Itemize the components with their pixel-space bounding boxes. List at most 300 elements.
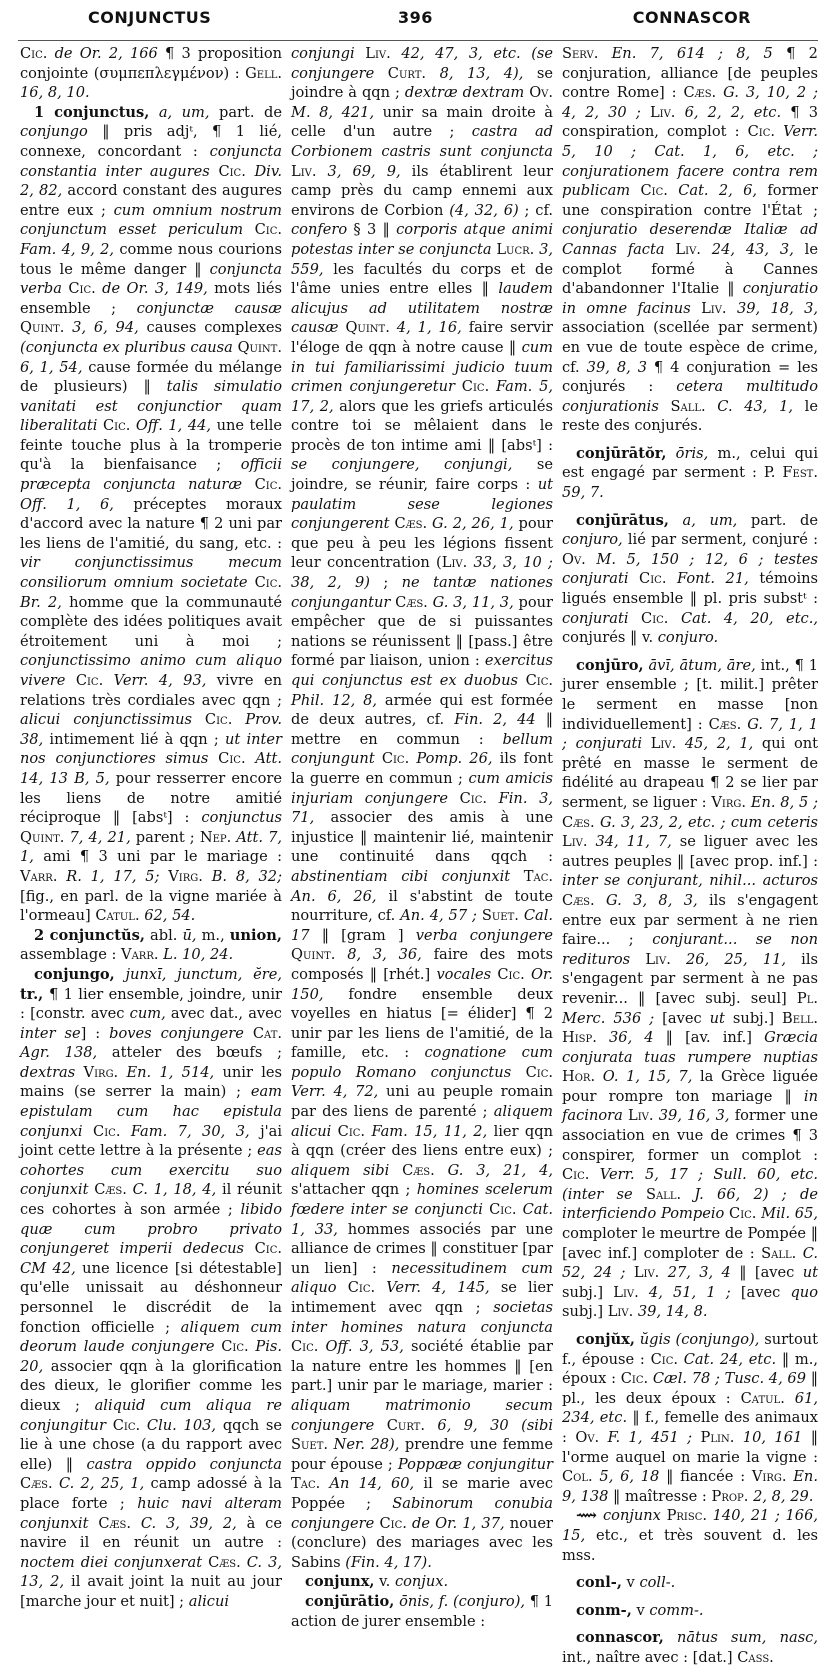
gloss-text xyxy=(630,951,645,968)
source-reference: Liv. xyxy=(649,103,685,121)
source-reference: Cic. xyxy=(620,1370,653,1388)
latin-citation: ŭgis (conjungo), xyxy=(634,1331,760,1348)
latin-citation: comm-. xyxy=(649,1601,704,1619)
latin-citation: C. 3, 39, 2, xyxy=(140,1514,237,1532)
gloss-text xyxy=(567,735,576,752)
latin-citation: aliquem alicui xyxy=(291,1103,553,1140)
latin-citation: Poppææ conjungitur xyxy=(397,1455,553,1473)
gloss-text xyxy=(691,300,701,317)
dictionary-entry xyxy=(20,44,282,103)
gloss-text: ils s'engagent par serment à ne pas revenir... ‖ [avec subj. seul] xyxy=(562,950,819,1007)
latin-citation: 16, 8, 10. xyxy=(20,84,90,102)
source-reference: Cic. xyxy=(337,1122,372,1140)
dictionary-entry xyxy=(562,1330,818,1506)
dictionary-entry xyxy=(562,511,818,648)
latin-citation: 34, 11, 7, xyxy=(595,833,672,851)
latin-citation: aliquid cum aliqua re conjungitur xyxy=(20,1396,282,1434)
source-reference: Liv. xyxy=(441,554,474,572)
latin-citation: eam epistulam cum hac epistula conjunxi xyxy=(20,1083,282,1140)
latin-citation: An. 4, 57 ; xyxy=(400,907,477,925)
latin-citation: testes conjurati xyxy=(562,550,818,588)
source-reference: Suet. xyxy=(481,907,524,925)
latin-citation: conjunctus xyxy=(201,809,282,827)
gloss-text xyxy=(625,1264,633,1281)
gloss-text: [avec xyxy=(730,1283,791,1301)
latin-citation: Att. 7, 1, xyxy=(20,828,283,866)
latin-citation: ū, xyxy=(182,926,197,944)
latin-citation: C. 3, 13, 2, xyxy=(20,1553,282,1591)
latin-citation: G. 7, 1, 1 ; xyxy=(562,715,819,753)
latin-citation: Verr. 4, 72, xyxy=(291,1083,379,1101)
latin-citation: 62, 54. xyxy=(144,907,196,925)
latin-citation: 8, 3, 36, xyxy=(347,946,422,964)
source-reference: Virg. xyxy=(168,867,212,885)
gloss-text: ‖ l'orme auquel on marie la vigne : xyxy=(562,1428,819,1466)
gloss-text: comploter le meurtre de Pompée ‖ [avec inf.] comploter de : xyxy=(562,1225,818,1262)
gloss-text: pour que peu à peu les légions fissent leur concentration ( xyxy=(291,515,553,572)
source-reference: Cic. xyxy=(254,221,282,239)
latin-citation: conjux. xyxy=(394,1573,449,1591)
latin-citation: Div. 2, 82, xyxy=(20,162,283,200)
gloss-text: vivre en relations très cordiales avec qqn ; xyxy=(20,672,282,709)
gloss-text xyxy=(521,45,532,62)
source-reference: Sall. xyxy=(761,1244,803,1262)
gloss-text xyxy=(629,610,642,627)
latin-citation: Cæl. 78 ; Tusc. 4, 69 xyxy=(652,1370,806,1388)
gloss-text: ‖ m., époux : xyxy=(562,1350,818,1388)
gloss-text: ‖ [avec xyxy=(730,1264,803,1282)
latin-citation: Phil. 12, 8, xyxy=(291,691,378,709)
latin-citation: J. 66, 2) ; xyxy=(694,1185,787,1203)
source-reference: Liv. xyxy=(633,1264,668,1282)
gloss-text xyxy=(633,1186,646,1203)
latin-citation: G. 3, 23, 2, etc. ; xyxy=(599,813,726,831)
source-reference: Cæs. xyxy=(402,1161,448,1179)
gloss-text: ; cf. xyxy=(518,201,553,219)
latin-citation: Græcia conjurata tuas rumpere nuptias xyxy=(562,1029,818,1066)
latin-citation: conjungi xyxy=(291,45,355,62)
latin-citation: Verr. 5, 17 ; Sull. 60, etc. xyxy=(599,1166,818,1184)
gloss-text: association (scellée par serment) en vue de toute espèce de crime, cf. xyxy=(562,319,818,376)
latin-citation: homines scelerum fœdere inter se conjuncti xyxy=(291,1181,554,1219)
latin-citation: Pomp. 26, xyxy=(416,750,493,768)
source-reference: Cic. xyxy=(93,1122,131,1140)
gloss-text xyxy=(83,1123,93,1140)
source-reference: Liv. xyxy=(650,735,685,753)
latin-citation: Sabinorum conubia conjungere xyxy=(291,1494,553,1532)
latin-citation: se conjungere, conjungi, xyxy=(291,456,513,474)
latin-citation: Cat. 24, etc. xyxy=(683,1350,777,1368)
latin-citation: 8, 13, 4), xyxy=(439,64,524,82)
gloss-text: les facultés du corps et de l'âme unies entre elles ‖ xyxy=(291,260,553,298)
gloss-text: former une conspiration contre l'État ; xyxy=(562,182,818,219)
dictionary-entry xyxy=(562,1506,818,1565)
latin-citation: 10, 161 xyxy=(742,1428,803,1446)
source-reference: Cic. xyxy=(650,1350,684,1368)
latin-citation: a, um, xyxy=(149,103,210,121)
gloss-text: ¶ 3 proposition conjointe (συμπεπλεγμένον) : xyxy=(20,45,283,82)
latin-citation: 6, 9, 30 xyxy=(437,1416,509,1434)
gloss-text xyxy=(642,735,651,752)
gloss-text: unir les mains (se serrer la main) ; xyxy=(20,1063,283,1101)
dictionary-entry xyxy=(291,1572,553,1592)
latin-citation: cum ceteris xyxy=(730,813,818,831)
latin-citation: conjuratio deserendæ Italiæ ad Cannas facta xyxy=(562,221,818,258)
source-reference: Varr. xyxy=(20,867,67,885)
latin-citation: 6, 2, 2, etc. xyxy=(684,103,782,121)
latin-citation: R. 1, 17, 5; xyxy=(66,867,160,885)
source-reference: Cic. xyxy=(729,1205,762,1223)
latin-citation: (4, 32, 6) xyxy=(449,201,519,219)
latin-citation: quo xyxy=(790,1283,818,1301)
gloss-text: se joindre à qqn ; xyxy=(291,64,553,102)
gloss-text: le reste des conjurés. xyxy=(562,397,818,435)
dictionary-entry xyxy=(562,444,818,503)
entry-headword: conjūrātio, xyxy=(305,1592,395,1610)
header-rule xyxy=(18,40,818,41)
source-reference: Virg. xyxy=(711,793,751,811)
gloss-text: prendre une femme pour épouse ; xyxy=(291,1436,553,1473)
latin-citation: An 14, 60, xyxy=(329,1475,415,1493)
dictionary-entry xyxy=(562,44,818,436)
source-reference: Cic. xyxy=(218,750,256,768)
column-1 xyxy=(20,44,283,1610)
gloss-text: accord constant des augures entre eux ; xyxy=(20,182,282,219)
latin-citation: M. 5, 150 ; 12, 6 ; xyxy=(596,550,764,568)
gloss-text: camp adossé à la place forte ; xyxy=(20,1475,282,1512)
gloss-text: abl. xyxy=(144,926,183,944)
latin-citation: 3, 6, 94, xyxy=(72,319,139,337)
latin-citation: Off. 1, 6, xyxy=(20,495,114,513)
latin-citation: 140, 21 ; 166, 15, xyxy=(562,1507,818,1544)
gloss-text: atteler des bœufs ; xyxy=(97,1044,282,1062)
gloss-text: ‖ [gram ] xyxy=(309,926,416,944)
gloss-text: ‖ maîtresse : xyxy=(608,1487,712,1505)
latin-citation: conjurant... se non redituros xyxy=(562,931,818,968)
gloss-text: ils établirent leur camp près du camp ennemi aux environs de Corbion xyxy=(291,162,553,219)
latin-citation: ut xyxy=(709,1009,725,1027)
latin-citation: confero xyxy=(291,221,348,239)
latin-citation: cognatione cum populo Romano conjunctus xyxy=(291,1044,553,1081)
latin-citation: conjuncta verba xyxy=(20,260,282,298)
latin-citation: G. 2, 26, 1, xyxy=(432,515,514,533)
gloss-text xyxy=(455,378,462,395)
gloss-text: le complot formé à Cannes d'abandonner l'Italie ‖ xyxy=(562,240,818,298)
gloss-text: qui ont prêté en masse le serment de fidélité au drapeau ¶ 2 se lier par serment, se liguer : xyxy=(562,735,818,811)
gloss-text: alors que les griefs articulés contre toi se mêlaient dans le procès de ton intime ami ‖ [absᵗ] : xyxy=(291,397,553,454)
source-reference: Col. xyxy=(562,1468,600,1486)
source-reference: Quint. xyxy=(237,338,282,356)
gloss-text: ‖ f., femelle des animaux : xyxy=(562,1409,818,1446)
source-reference: Suet. xyxy=(291,1436,334,1454)
source-reference: Nep. xyxy=(199,828,237,846)
gloss-text xyxy=(244,1025,253,1042)
latin-citation: conjunx xyxy=(603,1507,661,1525)
source-reference: Sall. xyxy=(645,1185,695,1203)
gloss-text xyxy=(208,750,218,767)
source-reference: Tac. xyxy=(523,867,553,885)
latin-citation: Att. 14, 13 B, 5, xyxy=(20,750,283,787)
source-reference: Cic. xyxy=(75,672,114,689)
gloss-text xyxy=(65,672,75,689)
latin-citation: (inter se xyxy=(562,1185,633,1203)
gloss-text xyxy=(659,398,671,415)
latin-citation: eas cohortes cum exercitu suo conjunxit xyxy=(20,1142,282,1199)
dictionary-entry xyxy=(20,965,282,1612)
latin-citation: ut xyxy=(802,1264,818,1282)
latin-citation: conjuratio in omne facinus xyxy=(562,280,818,317)
gloss-text: témoins ligués ensemble ‖ pl. pris substᵗ : xyxy=(562,570,819,608)
latin-citation: vir conjunctissimus mecum consiliorum omnium societate xyxy=(20,554,282,592)
source-reference: Cæs. xyxy=(562,891,607,909)
source-reference: Liv. xyxy=(291,162,328,180)
latin-citation: G. 3, 8, 3, xyxy=(606,891,698,909)
source-reference: Ov. xyxy=(529,84,554,102)
source-reference: Cic. xyxy=(640,182,679,200)
source-reference: Cic. xyxy=(218,162,255,180)
source-reference: Cic. xyxy=(525,1063,553,1081)
latin-citation: C. 43, 1, xyxy=(717,397,794,415)
gloss-text: m., celui qui est engagé par serment : xyxy=(562,444,818,482)
latin-citation: Cat. 2, 6, xyxy=(678,182,758,200)
latin-citation: conjunctissimo animo cum aliquo vivere xyxy=(20,652,282,689)
latin-citation: alicui xyxy=(188,1592,230,1610)
latin-citation: conjuro, xyxy=(562,531,623,549)
gloss-text: ] : xyxy=(80,1024,110,1042)
latin-citation: officii præcepta conjuncta naturæ xyxy=(20,456,282,494)
latin-citation: M. 8, 421, xyxy=(291,103,375,121)
latin-citation: libido quæ cum probro privato conjungeret imperii dedecus xyxy=(20,1201,282,1258)
source-reference: P. Fest. xyxy=(763,464,818,482)
gloss-text: surtout f., épouse : xyxy=(562,1331,818,1368)
entry-headword: tr., xyxy=(20,985,50,1003)
latin-citation: 39, 14, 8. xyxy=(637,1303,708,1321)
gloss-text: s'attacher qqn ; xyxy=(291,1181,417,1199)
gloss-text: avec dat., avec xyxy=(165,1005,282,1023)
gloss-text: une telle feinte touche plus à la tromperie qu'à la bienfaisance ; xyxy=(20,417,283,474)
arrow-icon: ⟿ xyxy=(576,1507,603,1525)
gloss-text: conjurés ‖ v. xyxy=(562,629,658,647)
gloss-text: v. xyxy=(374,1573,395,1591)
gloss-text: § 3 ‖ xyxy=(347,221,397,239)
latin-citation: En. 1, 514, xyxy=(126,1063,215,1081)
gloss-text: ami ¶ 3 uni par le mariage : xyxy=(33,848,282,866)
latin-citation: F. 1, 451 ; xyxy=(607,1428,693,1446)
source-reference: Cic. xyxy=(641,609,681,627)
gloss-text: faire servir l'éloge de qqn à notre cause ‖ xyxy=(291,319,554,356)
latin-citation: 61, 234, etc. xyxy=(562,1389,819,1427)
entry-headword: conjunx, xyxy=(305,1573,375,1591)
gloss-text xyxy=(511,1064,525,1081)
latin-citation: C. 1, 18, 4, xyxy=(132,1181,217,1199)
latin-citation: 26, 25, 11, xyxy=(686,950,786,968)
latin-citation: noctem diei conjunxerat xyxy=(20,1553,203,1571)
latin-citation: inter se conjurant, nihil... acturos xyxy=(562,872,818,890)
latin-citation: a, um, xyxy=(668,511,738,529)
source-reference: Curt. xyxy=(386,1416,438,1434)
latin-citation: ōris, xyxy=(666,444,709,462)
gloss-text: ¶ 2 conjuration, alliance [de peuples contre Rome] : xyxy=(562,45,818,102)
source-reference: Liv. xyxy=(613,1283,649,1301)
latin-citation: de Or. 3, 149, xyxy=(102,280,208,298)
latin-citation: (sibi xyxy=(521,1416,553,1434)
gloss-text: faire des mots composés ‖ [rhét.] xyxy=(291,946,553,983)
source-reference: Cic. xyxy=(68,280,103,298)
gloss-text: subj.] xyxy=(562,1303,608,1321)
gloss-text: fondre ensemble deux voyelles en hiatus [= élider] ¶ 2 unir par les liens de l'amitié, de la famille, etc. : xyxy=(291,985,553,1062)
gloss-text: associer des amis à une injustice ‖ maintenir lié, maintenir une continuité dans qqch : xyxy=(291,809,553,866)
source-reference: Cic. xyxy=(112,1416,147,1434)
source-reference: Cass. xyxy=(737,1648,774,1666)
latin-citation: En. 8, 5 ; xyxy=(750,793,818,811)
gloss-text: ‖ pl., les deux époux : xyxy=(562,1370,819,1407)
dictionary-entry xyxy=(562,656,818,1322)
latin-citation: Pis. 20, xyxy=(20,1338,283,1375)
column-2 xyxy=(291,44,554,1630)
gloss-text: part. de xyxy=(737,511,819,529)
latin-citation: 39, 8, 3 xyxy=(586,358,647,376)
latin-citation: Verr. 5, 10 ; Cat. 1, 6, etc. ; xyxy=(562,123,818,160)
gloss-text: il se marie avec Poppée ; xyxy=(291,1475,554,1512)
source-reference: Cic. xyxy=(102,417,136,435)
latin-citation: ut inter nos conjunctiores simus xyxy=(20,730,282,768)
gloss-text: préceptes moraux d'accord avec la nature ¶ 2 uni par les liens de l'amitié, du sang, etc. : xyxy=(20,495,282,552)
latin-citation: 33, 3, 10 ; 38, 2, 9) xyxy=(291,554,553,592)
latin-citation: āvī, ātum, āre, xyxy=(643,656,756,674)
page-number: 396 xyxy=(398,8,433,27)
latin-citation: 39, 16, 3, xyxy=(658,1107,730,1125)
gloss-text: j'ai joint cette lettre à la présente ; xyxy=(20,1122,282,1160)
latin-citation: O. 1, 15, 7, xyxy=(602,1068,693,1086)
latin-citation: ōnis, f. (conjuro), xyxy=(394,1592,526,1610)
latin-citation: Verr. 4, 93, xyxy=(113,672,207,689)
gloss-text: ‖ pris adjᵗ, ¶ 1 lié, connexe, concordant : xyxy=(20,123,282,160)
gloss-text: former une association en vue de crimes ¶ 3 conspirer, former un complot : xyxy=(562,1107,818,1164)
source-reference: Liv. xyxy=(701,299,737,317)
gloss-text: ‖ [av. inf.] xyxy=(653,1029,765,1047)
entry-headword: union, xyxy=(229,926,282,944)
gloss-text xyxy=(509,1417,521,1434)
latin-citation: Cat. 1, 33, xyxy=(291,1201,554,1238)
latin-citation: Fam. 15, 11, 2, xyxy=(371,1122,488,1140)
dictionary-entry xyxy=(562,1628,818,1667)
latin-citation: aliquam matrimonio secum conjungere xyxy=(291,1396,553,1434)
latin-citation: boves conjungere xyxy=(109,1024,244,1042)
latin-citation: 42, 47, 3, etc. xyxy=(401,45,521,62)
gloss-text: causes complexes xyxy=(138,319,282,337)
latin-citation: 2, 8, 29. xyxy=(753,1487,814,1505)
source-reference: Cæs. xyxy=(98,1514,141,1532)
gloss-text xyxy=(88,1515,98,1532)
latin-citation: Fin. 3, 71, xyxy=(291,789,553,827)
entry-headword: 1 conjunctus, xyxy=(34,103,150,121)
source-reference: Curt. xyxy=(387,64,440,82)
source-reference: Cic. xyxy=(291,1338,326,1356)
latin-citation: junxī, junctum, ĕre, xyxy=(114,965,282,983)
latin-citation: aliquem cum deorum laude conjungere xyxy=(20,1318,282,1356)
latin-citation: aliquem sibi xyxy=(291,1161,390,1179)
gloss-text: subj.] xyxy=(562,1283,614,1301)
gloss-text xyxy=(374,1417,386,1434)
gloss-text: homme que la communauté complète des idées politiques avait étroitement uni à moi ; xyxy=(20,593,282,650)
gloss-text: il réunit ces cohortes à son armée ; xyxy=(20,1181,282,1219)
latin-citation: conjuro. xyxy=(657,629,719,647)
gloss-text: parent ; xyxy=(130,828,200,846)
source-reference: Liv. xyxy=(607,1303,638,1321)
source-reference: Cic. xyxy=(347,1279,387,1297)
gloss-text xyxy=(629,570,640,587)
latin-citation: conjurati xyxy=(575,735,643,753)
latin-citation: 59, 7. xyxy=(562,484,604,502)
gloss-text: v xyxy=(621,1574,640,1592)
gloss-text: nouer (conclure) des mariages avec les Sabins xyxy=(291,1514,553,1571)
gloss-text: [avec xyxy=(654,1009,710,1027)
latin-citation: exercitus qui conjunctus est ex duobus xyxy=(291,652,553,689)
latin-citation: Clu. 103, xyxy=(146,1416,217,1434)
gloss-text xyxy=(106,1417,113,1434)
latin-citation: in facinora xyxy=(562,1087,818,1125)
gloss-text: pour resserrer encore les liens de notre amitié réciproque ‖ [absᵗ] : xyxy=(20,769,282,827)
entry-headword: conjŭx, xyxy=(576,1331,635,1348)
source-reference: Cæs. xyxy=(395,593,433,611)
gloss-text: ¶ 1 action de jurer ensemble : xyxy=(291,1592,553,1630)
gloss-text: ¶ 4 conjuration = les conjurés : xyxy=(562,358,818,396)
source-reference: Cic. xyxy=(525,672,554,689)
latin-citation: castra ad Corbionem castris sunt conjuncta xyxy=(291,123,554,160)
gloss-text: ¶ 1 lier ensemble, joindre, unir : [constr. avec xyxy=(20,985,282,1023)
latin-citation: 4, 51, 1 ; xyxy=(648,1283,731,1301)
gloss-text: hommes associés par une alliance de crimes ‖ constituer [par un lien] : xyxy=(291,1220,553,1277)
gloss-text xyxy=(389,1162,402,1179)
source-reference: Catul. xyxy=(740,1389,795,1407)
source-reference: Liv. xyxy=(365,45,402,62)
source-reference: Cic. xyxy=(461,378,496,396)
gloss-text: subj.] xyxy=(724,1009,783,1027)
gloss-text: ; xyxy=(369,574,402,592)
source-reference: Prop. xyxy=(711,1487,754,1505)
gloss-text xyxy=(375,750,382,767)
latin-citation: 5, 6, 18 xyxy=(599,1468,660,1486)
gloss-text xyxy=(248,574,255,591)
latin-citation: B. 8, 32; xyxy=(211,867,282,885)
source-reference: Pl. xyxy=(796,989,818,1007)
gloss-text: lié par serment, conjuré : xyxy=(622,531,818,549)
latin-citation: 3, 559, xyxy=(291,240,554,278)
latin-citation: castra oppido conjuncta xyxy=(86,1455,282,1473)
source-reference: Cic. xyxy=(459,789,499,807)
gloss-text: unir sa main droite à celle d'un autre ; xyxy=(291,103,554,141)
latin-citation: 7, 4, 21, xyxy=(69,828,131,846)
source-reference: Plin. xyxy=(700,1428,743,1446)
latin-citation: En. 9, 138 xyxy=(562,1468,818,1505)
source-reference: Cat. xyxy=(252,1024,283,1042)
source-reference: Cæs. xyxy=(208,1553,247,1571)
latin-citation: (Fin. 4, 17). xyxy=(345,1553,432,1571)
source-reference: Cic. xyxy=(204,711,246,729)
latin-citation: conjunctæ causæ xyxy=(136,299,282,317)
gloss-text: intimement lié à qqn ; xyxy=(43,730,225,748)
latin-citation: conjungo xyxy=(20,123,88,141)
latin-citation: coll-. xyxy=(639,1574,676,1592)
latin-citation: bellum conjungunt xyxy=(291,730,553,768)
latin-citation: C. 52, 24 ; xyxy=(562,1244,819,1282)
latin-citation: Ner. 28), xyxy=(333,1436,400,1454)
latin-citation: inter se xyxy=(20,1024,81,1042)
gloss-text: il avait joint la nuit au jour [marche jour et nuit] ; xyxy=(20,1573,282,1610)
latin-citation: ne tantæ nationes conjungantur xyxy=(291,574,553,611)
latin-citation: 27, 3, 4 xyxy=(667,1264,731,1282)
source-reference: Ov. xyxy=(575,1428,608,1446)
